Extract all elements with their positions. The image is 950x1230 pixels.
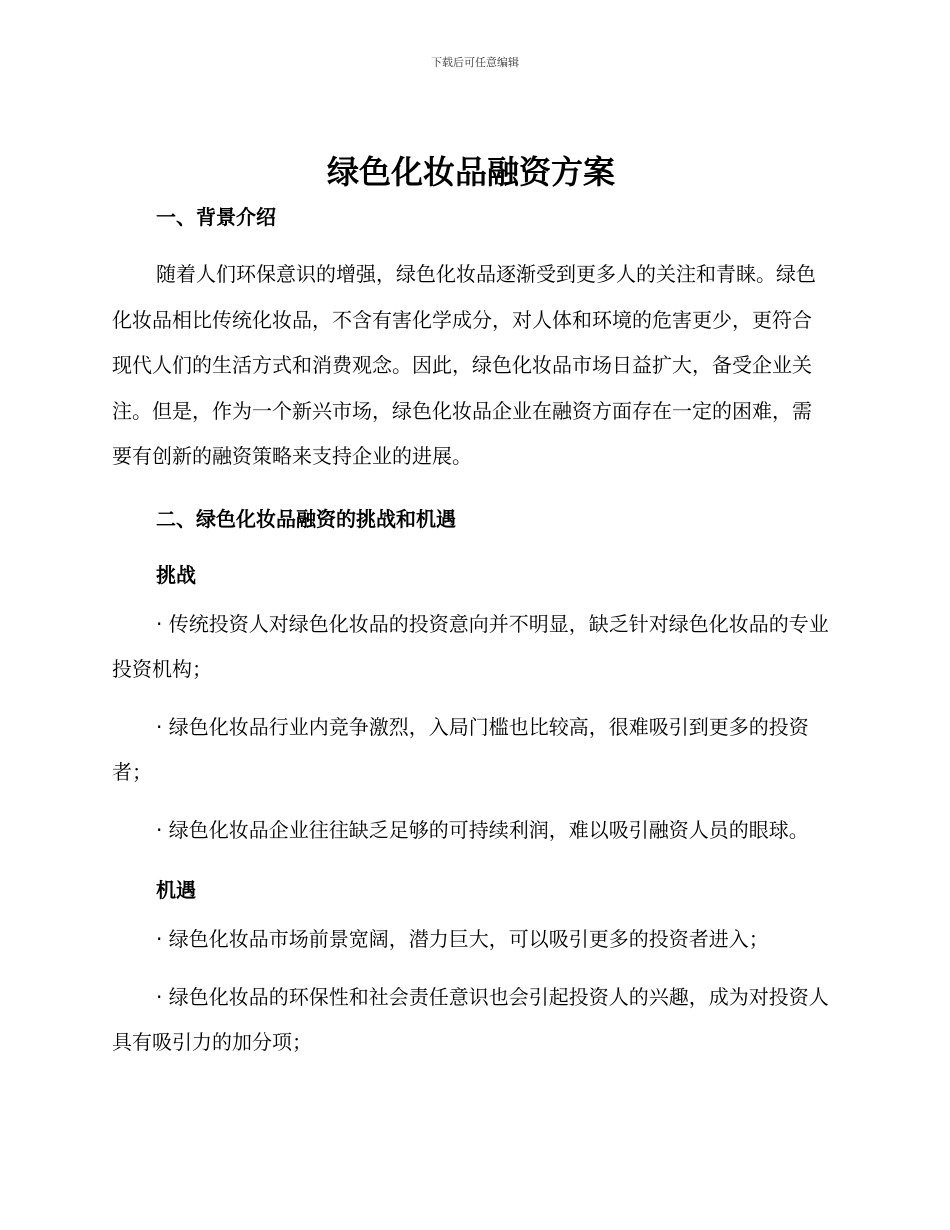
document-body <box>112 150 830 1066</box>
subheading-challenges: 挑战 <box>156 562 196 587</box>
section-heading-challenges-opportunities: 二、绿色化妆品融资的挑战和机遇 <box>156 506 456 531</box>
challenge-item: · 绿色化妆品行业内竞争激烈，入局门槛也比较高，很难吸引到更多的投资者； <box>112 714 809 784</box>
opportunity-item: · 绿色化妆品的环保性和社会责任意识也会引起投资人的兴趣，成为对投资人具有吸引力的加分项； <box>112 984 829 1054</box>
header-note: 下载后可任意编辑 <box>431 56 519 69</box>
opportunity-item: · 绿色化妆品市场前景宽阔，潜力巨大，可以吸引更多的投资者进入； <box>156 927 769 951</box>
challenge-item: · 绿色化妆品企业往往缺乏足够的可持续利润，难以吸引融资人员的眼球。 <box>156 817 809 842</box>
background-paragraph: 随着人们环保意识的增强，绿色化妆品逐渐受到更多人的关注和青睐。绿色化妆品相比传统化妆品，不含有害化学成分，对人体和环境的危害更少，更符合现代人们的生活方式和消费观念。因此，绿色化妆品市场日益扩大，备受企业关注。但是，作为一个新兴市场，绿色化妆品企业在融资方面存在一定的困难，需要有创新的融资策略来支持企业的进展。 <box>112 262 816 468</box>
section-heading-background: 一、背景介绍 <box>156 205 276 229</box>
document-title: 绿色化妆品融资方案 <box>326 153 615 191</box>
challenge-item: · 传统投资人对绿色化妆品的投资意向并不明显，缺乏针对绿色化妆品的专业投资机构； <box>112 611 829 681</box>
subheading-opportunities: 机遇 <box>156 878 196 902</box>
